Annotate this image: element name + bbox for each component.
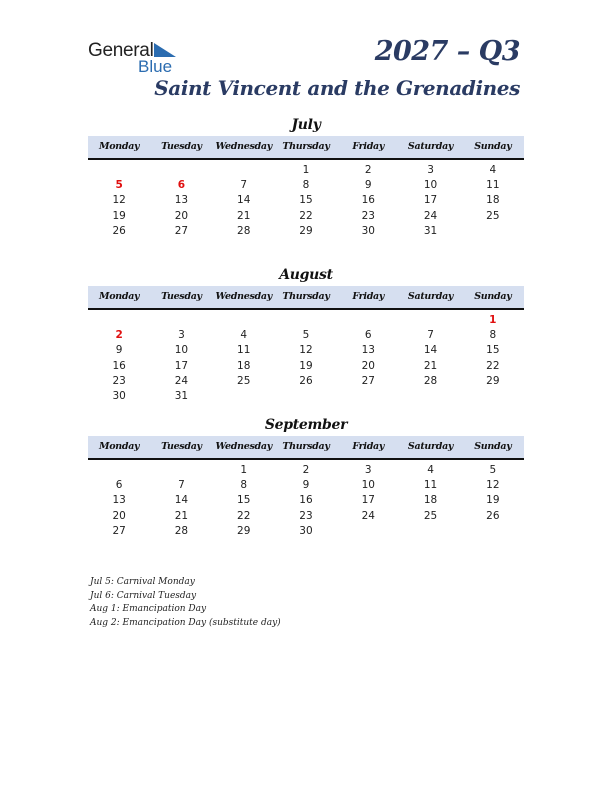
day-cell: 16 (112, 359, 126, 372)
day-cell: 19 (299, 359, 313, 372)
day-cell: 11 (423, 479, 438, 492)
week-row (88, 163, 524, 178)
holiday-notes (90, 576, 281, 630)
empty-day-cell (213, 163, 275, 178)
day-cell: 5 (302, 329, 310, 342)
day-cell: 31 (174, 389, 189, 402)
day-cell: 11 (486, 179, 500, 192)
day-cell: 13 (112, 494, 126, 507)
day-cell: 22 (237, 509, 251, 522)
day-cell: 29 (299, 224, 313, 237)
empty-day-cell (337, 389, 399, 404)
week-row (88, 328, 524, 343)
day-cell: 14 (237, 194, 251, 207)
empty-day-cell (88, 163, 150, 178)
day-cell: 4 (489, 164, 497, 176)
week-row (88, 389, 524, 404)
day-cell: 23 (299, 509, 313, 522)
day-cell: 9 (364, 179, 372, 192)
week-row (88, 524, 524, 539)
day-cell: 19 (486, 494, 500, 507)
day-cell: 30 (361, 224, 375, 237)
weekday-label: Tuesday (161, 291, 202, 302)
month-august (88, 266, 524, 404)
day-cell: 23 (361, 209, 375, 222)
weekday-label: Monday (99, 441, 140, 452)
day-cell: 11 (237, 344, 251, 357)
day-cell: 19 (112, 209, 126, 222)
month-title: September (264, 417, 348, 433)
day-cell: 7 (427, 329, 434, 342)
week-row (88, 313, 524, 328)
day-cell: 28 (423, 374, 438, 387)
day-cell: 27 (112, 524, 126, 537)
week-row (88, 463, 524, 478)
weekday-label: Wednesday (215, 441, 272, 452)
day-cell: 15 (237, 494, 251, 507)
day-cell: 18 (237, 359, 251, 372)
weekday-label: Saturday (407, 291, 454, 302)
day-cell: 26 (486, 509, 500, 522)
day-cell: 18 (423, 494, 438, 507)
week-row (88, 343, 524, 358)
weekday-label: Thursday (282, 441, 330, 452)
day-cell: 27 (361, 374, 375, 387)
day-cell: 2 (115, 329, 123, 342)
empty-day-cell (399, 313, 461, 328)
month-september (88, 416, 524, 539)
day-cell: 3 (427, 164, 434, 176)
day-cell: 3 (364, 464, 372, 476)
empty-day-cell (150, 163, 212, 178)
day-cell: 12 (112, 194, 126, 207)
weekday-header-row (88, 286, 524, 310)
day-cell: 6 (177, 179, 186, 192)
day-cell: 17 (174, 359, 189, 372)
day-cell: 2 (364, 164, 372, 176)
weekday-label: Tuesday (161, 441, 202, 452)
day-cell: 9 (115, 344, 123, 357)
week-row (88, 359, 524, 374)
logo (88, 40, 188, 76)
day-cell: 30 (112, 389, 126, 402)
week-row (88, 478, 524, 493)
day-cell: 28 (237, 224, 251, 237)
empty-day-cell (337, 313, 399, 328)
weekday-header-row (88, 436, 524, 460)
empty-day-cell (462, 524, 524, 539)
empty-day-cell (462, 224, 524, 239)
week-row (88, 509, 524, 524)
day-cell: 14 (174, 494, 189, 507)
day-cell: 25 (486, 209, 500, 222)
day-cell: 3 (178, 329, 185, 342)
day-cell: 10 (423, 179, 438, 192)
day-cell: 1 (489, 314, 497, 326)
empty-day-cell (462, 389, 524, 404)
day-cell: 8 (240, 479, 248, 492)
weekday-label: Wednesday (215, 141, 272, 152)
day-cell: 25 (423, 509, 438, 522)
day-cell: 8 (489, 329, 497, 342)
day-cell: 17 (361, 494, 375, 507)
empty-day-cell (399, 389, 461, 404)
day-cell: 7 (240, 179, 248, 192)
week-row (88, 178, 524, 193)
day-cell: 12 (299, 344, 313, 357)
day-cell: 14 (423, 344, 438, 357)
weekday-header-row (88, 136, 524, 160)
holiday-note: Aug 1: Emancipation Day (90, 604, 207, 614)
day-cell: 20 (361, 359, 375, 372)
country-name: Saint Vincent and the Grenadines (154, 76, 520, 100)
week-row (88, 209, 524, 224)
weekday-label: Sunday (474, 291, 512, 302)
weekday-label: Friday (352, 141, 385, 152)
page-title: 2027 – Q3 (374, 36, 520, 67)
day-cell: 15 (299, 194, 313, 207)
day-cell: 25 (237, 374, 251, 387)
day-cell: 12 (486, 479, 500, 492)
day-cell: 6 (364, 329, 372, 342)
day-cell: 6 (115, 479, 123, 492)
day-cell: 4 (240, 329, 248, 342)
logo-blue-text: Blue (138, 57, 173, 76)
day-cell: 9 (302, 479, 310, 492)
weekday-label: Saturday (407, 441, 454, 452)
day-cell: 24 (361, 509, 375, 522)
day-cell: 31 (423, 224, 438, 237)
day-cell: 10 (361, 479, 375, 492)
empty-day-cell (213, 389, 275, 404)
day-cell: 29 (486, 374, 500, 387)
empty-day-cell (213, 313, 275, 328)
empty-day-cell (275, 313, 337, 328)
weekday-label: Monday (99, 291, 140, 302)
week-row (88, 374, 524, 389)
day-cell: 22 (299, 209, 313, 222)
month-title: August (279, 267, 333, 283)
holiday-note: Aug 2: Emancipation Day (substitute day) (90, 617, 281, 628)
weekday-label: Sunday (474, 141, 512, 152)
weekday-label: Wednesday (215, 291, 272, 302)
day-cell: 20 (112, 509, 126, 522)
empty-day-cell (150, 463, 212, 478)
day-cell: 26 (299, 374, 313, 387)
day-cell: 18 (486, 194, 500, 207)
empty-day-cell (337, 524, 399, 539)
week-row (88, 193, 524, 208)
day-cell: 27 (174, 224, 189, 237)
day-cell: 8 (302, 179, 310, 192)
day-cell: 28 (174, 524, 189, 537)
weekday-label: Friday (352, 441, 385, 452)
day-cell: 30 (299, 524, 313, 537)
holiday-note: Jul 6: Carnival Tuesday (90, 590, 197, 601)
week-row (88, 224, 524, 239)
day-cell: 21 (174, 509, 189, 522)
day-cell: 26 (112, 224, 126, 237)
day-cell: 29 (237, 524, 251, 537)
day-cell: 13 (174, 194, 189, 207)
day-cell: 22 (486, 359, 500, 372)
weekday-label: Thursday (282, 141, 330, 152)
day-cell: 2 (302, 464, 310, 476)
weekday-label: Saturday (407, 141, 454, 152)
empty-day-cell (150, 313, 212, 328)
day-cell: 13 (361, 344, 375, 357)
weekday-label: Thursday (282, 291, 330, 302)
month-title: July (291, 117, 321, 133)
day-cell: 1 (240, 464, 248, 476)
logo-general-text: General (88, 40, 154, 61)
day-cell: 24 (423, 209, 438, 222)
weekday-label: Monday (99, 141, 140, 152)
empty-day-cell (88, 313, 150, 328)
day-cell: 21 (237, 209, 251, 222)
day-cell: 24 (174, 374, 189, 387)
week-row (88, 493, 524, 508)
weekday-label: Sunday (474, 441, 512, 452)
day-cell: 17 (423, 194, 438, 207)
month-july (88, 116, 524, 239)
day-cell: 16 (361, 194, 375, 207)
day-cell: 10 (174, 344, 189, 357)
empty-day-cell (399, 524, 461, 539)
day-cell: 5 (489, 464, 497, 476)
day-cell: 21 (423, 359, 438, 372)
day-cell: 20 (174, 209, 189, 222)
weekday-label: Friday (352, 291, 385, 302)
day-cell: 16 (299, 494, 313, 507)
day-cell: 23 (112, 374, 126, 387)
day-cell: 15 (486, 344, 500, 357)
holiday-note: Jul 5: Carnival Monday (90, 577, 195, 587)
empty-day-cell (275, 389, 337, 404)
day-cell: 1 (302, 164, 310, 176)
day-cell: 5 (115, 179, 123, 192)
weekday-label: Tuesday (161, 141, 202, 152)
day-cell: 4 (427, 464, 434, 476)
logo-triangle-icon (154, 43, 176, 57)
empty-day-cell (88, 463, 150, 478)
day-cell: 7 (178, 479, 185, 492)
